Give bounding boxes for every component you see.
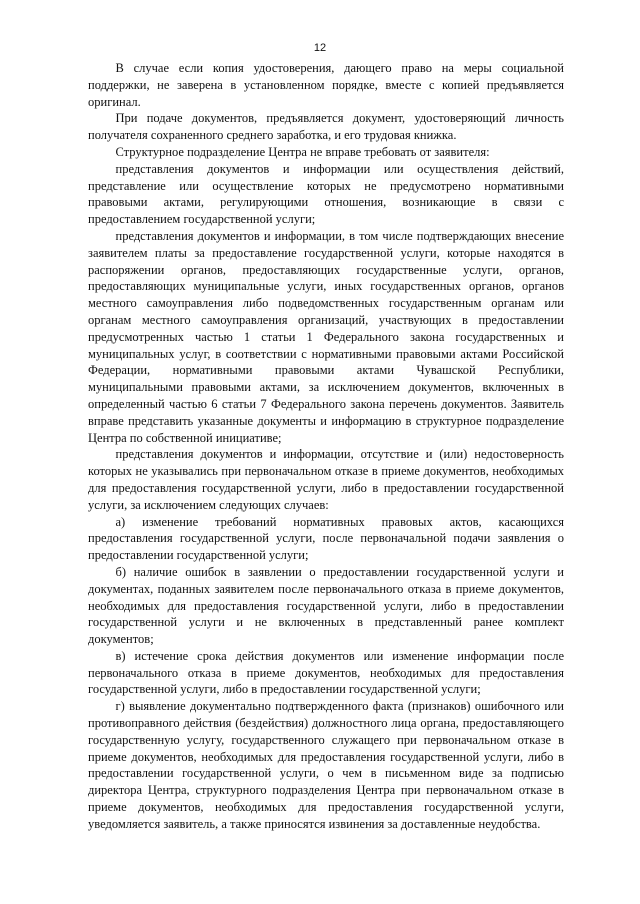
page-number: 12: [313, 42, 327, 54]
paragraph-case-b: б) наличие ошибок в заявлении о предоставлении государственной услуги и документах, поданных заявителем после первоначального отказа в приеме документов, необходимых для предоставления государственной услуги, либо в предоставлении государственной услуги и не включенных в представленный ранее комплект документов;: [88, 564, 564, 647]
paragraph-item-documents-in-possession: представления документов и информации, в том числе подтверждающих внесение заявителем платы за предоставление государственной услуги, которые находятся в распоряжении органов, предоставляющих государственные услуги, органов, предоставляющих муниципальные услуги, иных государственных органов, органов местного самоуправления либо подведомственных государственным органам или органам местного самоуправления организаций, участвующих в предоставлении предусмотренных частью 1 статьи 1 Федерального закона государственных и муниципальных услуг, в соответствии с нормативными правовыми актами Российской Федерации, нормативными правовыми актами Чувашской Республики, муниципальными правовыми актами, за исключением документов, включенных в определенный частью 6 статьи 7 Федерального закона перечень документов. Заявитель вправе представить указанные документы и информацию в структурное подразделение Центра по собственной инициативе;: [88, 228, 564, 445]
paragraph-item-actions: представления документов и информации или осуществления действий, представление или осуществление которых не предусмотрено нормативными правовыми актами, регулирующими отношения, возникающие в связи с предоставлением государственной услуги;: [88, 161, 564, 227]
paragraph-case-v: в) истечение срока действия документов или изменение информации после первоначального отказа в приеме документов, необходимых для предоставления государственной услуги, либо в предоставлении государственной услуги;: [88, 648, 564, 697]
paragraph-case-g: г) выявление документально подтвержденного факта (признаков) ошибочного или противоправного действия (бездействия) должностного лица органа, предоставляющего государственную услугу, государственного служащего при первоначальном отказе в приеме документов, необходимых для предоставления государственной услуги, либо в предоставлении государственной услуги, о чем в письменном виде за подписью директора Центра, структурного подразделения Центра при первоначальном отказе в приеме документов, необходимых для предоставления государственной услуги, уведомляется заявитель, а также приносятся извинения за доставленные неудобства.: [88, 699, 564, 831]
paragraph-copy-certification: В случае если копия удостоверения, дающего право на меры социальной поддержки, не заверена в установленном порядке, вместе с копией предъявляется оригинал.: [88, 61, 564, 109]
document-body: [88, 60, 564, 833]
paragraph-not-entitled-intro: Структурное подразделение Центра не вправе требовать от заявителя:: [115, 144, 490, 159]
paragraph-case-a: а) изменение требований нормативных правовых актов, касающихся предоставления государственной услуги, после первоначальной подачи заявления о предоставлении государственной услуги;: [88, 514, 564, 563]
paragraph-item-unreported-documents: представления документов и информации, отсутствие и (или) недостоверность которых не указывались при первоначальном отказе в приеме документов, необходимых для предоставления государственной услуги, либо в предоставлении государственной услуги, за исключением следующих случаев:: [88, 447, 564, 512]
paragraph-identity-document: При подаче документов, предъявляется документ, удостоверяющий личность получателя сохраненного среднего заработка, и его трудовая книжка.: [88, 111, 564, 143]
